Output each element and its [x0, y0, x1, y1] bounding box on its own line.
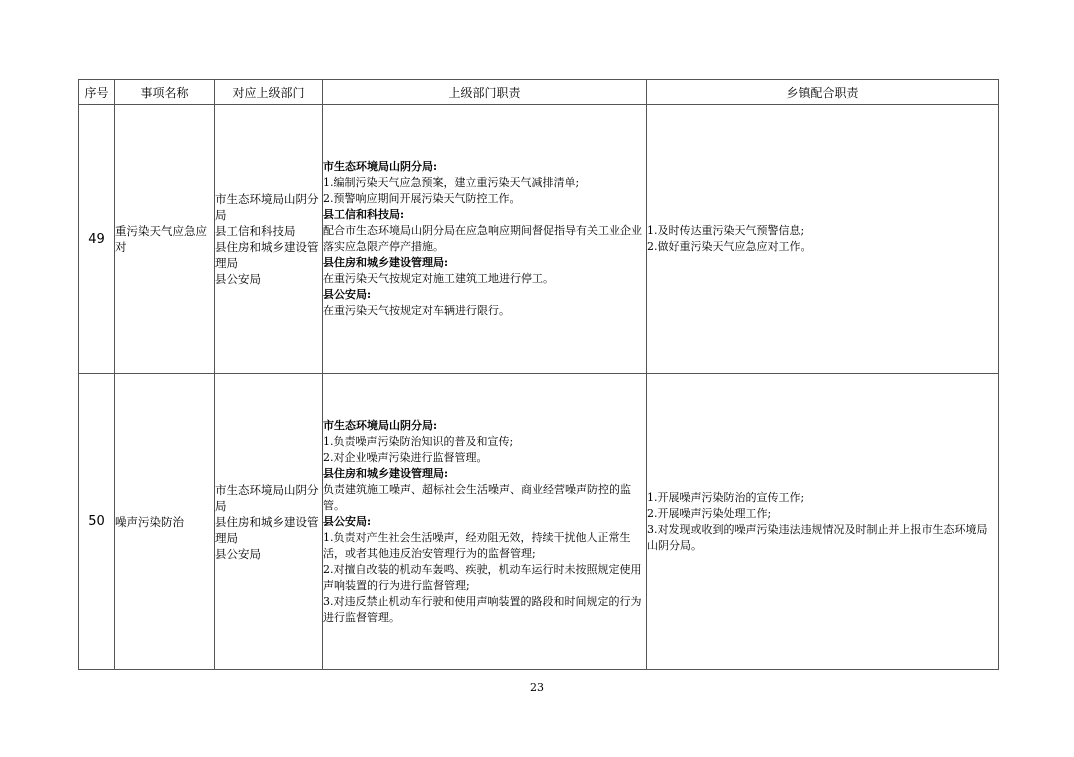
- duty-line: 市生态环境局山阴分局:: [323, 160, 438, 173]
- duty-line: 2.对企业噪声污染进行监督管理。: [323, 450, 488, 464]
- upper-duties: [323, 374, 647, 670]
- duty-line: 1.编制污染天气应急预案，建立重污染天气减排清单;: [323, 176, 580, 189]
- duty-line: 在重污染天气按规定对施工建筑工地进行停工。: [323, 272, 554, 285]
- header-town-duties: 乡镇配合职责: [647, 80, 999, 105]
- duty-line: 负责建筑施工噪声、超标社会生活噪声、商业经营噪声防控的监管。: [323, 482, 631, 512]
- header-upper-duties: 上级部门职责: [323, 80, 647, 105]
- table-header-row: [79, 80, 999, 105]
- page-number: 23: [530, 681, 544, 694]
- responsibility-table: [78, 79, 999, 670]
- town-duties: [647, 374, 999, 670]
- town-duty-line: 3.对发现或收到的噪声污染违法违规情况及时制止并上报市生态环境局山阴分局。: [647, 522, 988, 552]
- town-duty-line: 1.开展噪声污染防治的宣传工作;: [647, 490, 805, 504]
- header-no: 序号: [79, 80, 115, 105]
- duty-line: 在重污染天气按规定对车辆进行限行。: [323, 304, 510, 317]
- duty-line: 2.预警响应期间开展污染天气防控工作。: [323, 192, 521, 205]
- duty-line: 县住房和城乡建设管理局:: [323, 256, 449, 269]
- town-duty-line: 2.做好重污染天气应急应对工作。: [647, 240, 812, 253]
- duty-line: 市生态环境局山阴分局:: [323, 418, 438, 432]
- table-row: [79, 105, 999, 374]
- row-number: 50: [79, 374, 115, 670]
- duty-line: 县公安局:: [323, 288, 372, 301]
- town-duties: [647, 105, 999, 374]
- duty-line: 县工信和科技局:: [323, 208, 405, 221]
- header-item-name: 事项名称: [115, 80, 215, 105]
- duty-line: 2.对擅自改装的机动车轰鸣、疾驶，机动车运行时未按照规定使用声响装置的行为进行监督管理;: [323, 562, 642, 592]
- duty-line: 配合市生态环境局山阴分局在应急响应期间督促指导有关工业企业落实应急限产停产措施。: [323, 224, 642, 253]
- town-duty-line: 1.及时传达重污染天气预警信息;: [647, 224, 805, 237]
- upper-duties: [323, 105, 647, 374]
- duty-line: 1.负责对产生社会生活噪声，经劝阻无效，持续干扰他人正常生活，或者其他违反治安管理行为的监督管理;: [323, 530, 631, 560]
- town-duty-line: 2.开展噪声污染处理工作;: [647, 506, 772, 520]
- duty-line: 1.负责噪声污染防治知识的普及和宣传;: [323, 434, 514, 448]
- duty-line: 县公安局:: [323, 514, 372, 528]
- department-text: 市生态环境局山阴分局 县住房和城乡建设管理局 县公安局: [215, 482, 319, 561]
- header-department: 对应上级部门: [215, 80, 323, 105]
- row-number: 49: [79, 105, 115, 374]
- table-row: [79, 374, 999, 670]
- duty-line: 3.对违反禁止机动车行驶和使用声响装置的路段和时间规定的行为进行监督管理。: [323, 594, 642, 624]
- department-list: [215, 374, 323, 670]
- item-name: 噪声污染防治: [115, 374, 215, 670]
- department-text: 市生态环境局山阴分局 县工信和科技局 县住房和城乡建设管理局 县公安局: [215, 192, 319, 286]
- item-name: 重污染天气应急应对: [115, 105, 215, 374]
- department-list: [215, 105, 323, 374]
- duty-line: 县住房和城乡建设管理局:: [323, 466, 449, 480]
